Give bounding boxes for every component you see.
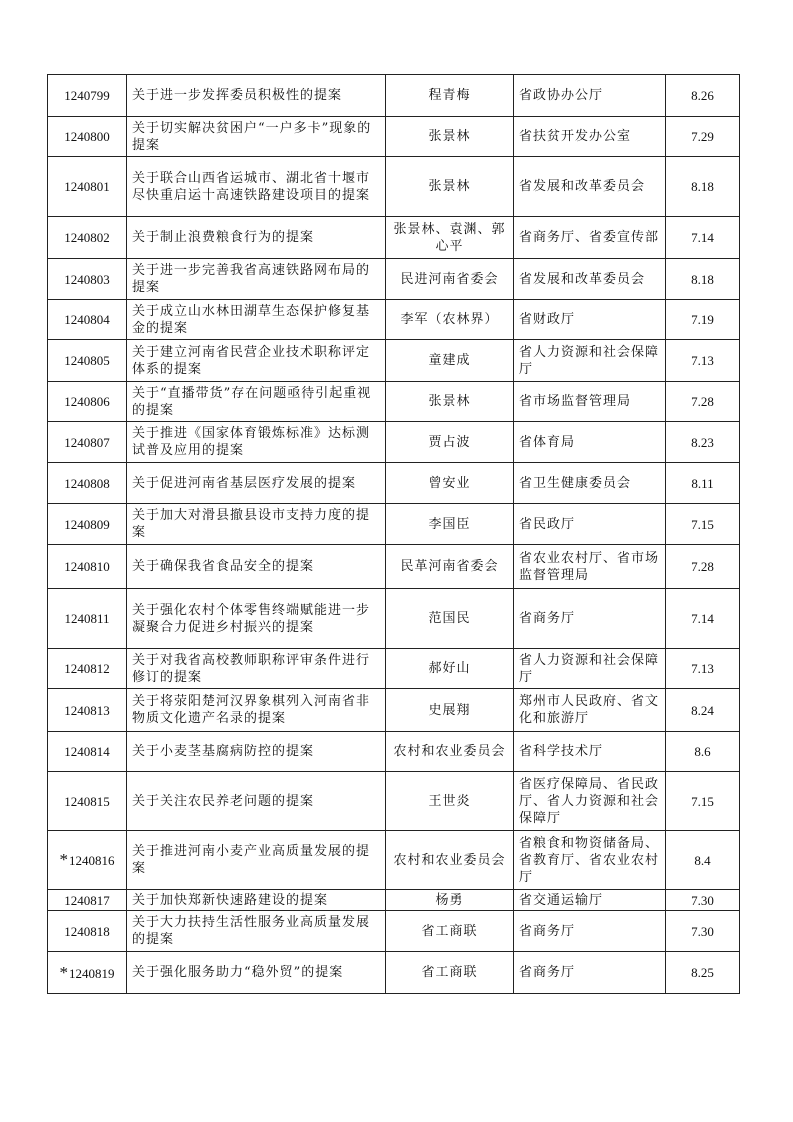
proposal-id: 1240817 — [64, 892, 110, 908]
handling-department-cell — [514, 649, 666, 689]
handling-department: 省体育局 — [519, 434, 576, 450]
proposal-id-cell — [48, 217, 127, 259]
proposer-cell — [386, 217, 514, 259]
proposal-title-cell — [127, 545, 386, 589]
handling-department-cell — [514, 217, 666, 259]
proposer: 杨勇 — [435, 892, 464, 908]
proposal-title-cell — [127, 382, 386, 422]
proposal-id: 1240819 — [69, 965, 115, 981]
proposal-title-cell — [127, 890, 386, 911]
proposal-title: 关于促进河南省基层医疗发展的提案 — [132, 475, 357, 491]
table-row — [48, 217, 740, 259]
proposer-cell — [386, 75, 514, 117]
table-row — [48, 952, 740, 994]
date: 7.14 — [691, 230, 714, 245]
handling-department-cell — [514, 545, 666, 589]
proposer-cell — [386, 732, 514, 772]
proposal-title-cell — [127, 589, 386, 649]
date-cell — [666, 422, 740, 463]
proposal-id: 1240802 — [64, 230, 110, 245]
date: 8.25 — [691, 965, 714, 980]
proposal-id: 1240814 — [64, 744, 110, 759]
date-cell — [666, 300, 740, 340]
handling-department: 省商务厅 — [519, 923, 576, 939]
proposer-cell — [386, 259, 514, 300]
table-row — [48, 300, 740, 340]
proposal-title: 关于制止浪费粮食行为的提案 — [132, 230, 315, 245]
proposal-title-cell — [127, 772, 386, 831]
date-cell — [666, 463, 740, 504]
handling-department: 省农业农村厅、省市场监督管理局 — [519, 550, 660, 583]
proposer: 张景林 — [428, 179, 471, 194]
proposer: 李国臣 — [428, 516, 471, 532]
proposal-title-cell — [127, 463, 386, 504]
handling-department-cell — [514, 422, 666, 463]
handling-department-cell — [514, 952, 666, 994]
date-cell — [666, 545, 740, 589]
proposer: 民进河南省委会 — [400, 271, 499, 287]
proposal-title: 关于强化服务助力“稳外贸”的提案 — [132, 965, 344, 980]
proposal-id-cell — [48, 649, 127, 689]
proposer-cell — [386, 831, 514, 890]
date-cell — [666, 952, 740, 994]
proposal-title: 关于推进河南小麦产业高质量发展的提案 — [132, 844, 371, 876]
proposal-id-cell — [48, 545, 127, 589]
proposal-id-cell — [48, 689, 127, 732]
proposer: 农村和农业委员会 — [393, 852, 506, 868]
date: 7.28 — [691, 559, 714, 574]
handling-department-cell — [514, 689, 666, 732]
date-cell — [666, 831, 740, 890]
proposal-id-cell — [48, 831, 127, 890]
proposal-id-cell — [48, 117, 127, 157]
date-cell — [666, 504, 740, 545]
proposal-id: 1240806 — [64, 394, 110, 409]
date: 7.13 — [691, 661, 714, 676]
proposer: 农村和农业委员会 — [393, 744, 506, 759]
star-mark: * — [59, 850, 68, 869]
handling-department: 郑州市人民政府、省文化和旅游厅 — [519, 694, 660, 726]
handling-department-cell — [514, 259, 666, 300]
proposal-id: 1240818 — [64, 923, 110, 939]
handling-department: 省卫生健康委员会 — [519, 475, 632, 491]
date: 8.18 — [691, 271, 714, 287]
handling-department-cell — [514, 463, 666, 504]
handling-department: 省商务厅 — [519, 965, 576, 980]
table-row — [48, 772, 740, 831]
handling-department: 省交通运输厅 — [519, 892, 604, 908]
proposer-cell — [386, 300, 514, 340]
proposal-title-cell — [127, 732, 386, 772]
handling-department-cell — [514, 504, 666, 545]
date: 7.28 — [691, 394, 714, 409]
date-cell — [666, 589, 740, 649]
proposal-id: 1240813 — [64, 702, 110, 718]
date: 7.19 — [691, 312, 714, 327]
proposer: 省工商联 — [421, 965, 478, 980]
proposal-title-cell — [127, 504, 386, 545]
proposal-title-cell — [127, 911, 386, 952]
proposer-cell — [386, 545, 514, 589]
handling-department: 省人力资源和社会保障厅 — [519, 652, 660, 685]
proposal-title: 关于建立河南省民营企业技术职称评定体系的提案 — [132, 344, 371, 377]
date: 8.4 — [694, 852, 711, 868]
table-row — [48, 157, 740, 217]
proposals-table-body — [48, 75, 740, 994]
proposal-title: 关于进一步发挥委员积极性的提案 — [132, 88, 343, 103]
proposer: 郝好山 — [428, 661, 471, 676]
date-cell — [666, 772, 740, 831]
proposer-cell — [386, 422, 514, 463]
handling-department-cell — [514, 75, 666, 117]
proposal-id: 1240815 — [64, 793, 110, 809]
table-row — [48, 649, 740, 689]
handling-department: 省科学技术厅 — [519, 744, 604, 759]
proposer-cell — [386, 589, 514, 649]
date-cell — [666, 732, 740, 772]
proposal-id: 1240801 — [64, 179, 110, 194]
proposal-id-cell — [48, 504, 127, 545]
proposal-id: 1240816 — [69, 853, 115, 868]
proposal-id-cell — [48, 890, 127, 911]
date-cell — [666, 259, 740, 300]
handling-department-cell — [514, 589, 666, 649]
proposal-id: 1240800 — [64, 129, 110, 144]
proposer-cell — [386, 463, 514, 504]
proposer: 民革河南省委会 — [400, 559, 499, 574]
table-row — [48, 75, 740, 117]
proposal-id: 1240799 — [64, 88, 110, 103]
proposal-title-cell — [127, 217, 386, 259]
proposal-id-cell — [48, 952, 127, 994]
proposer-cell — [386, 382, 514, 422]
proposal-id-cell — [48, 382, 127, 422]
table-row — [48, 545, 740, 589]
proposal-title: 关于“直播带货”存在问题亟待引起重视的提案 — [132, 385, 372, 418]
proposal-id-cell — [48, 340, 127, 382]
proposal-title: 关于推进《国家体育锻炼标准》达标测试普及应用的提案 — [132, 426, 371, 458]
table-row — [48, 382, 740, 422]
star-mark: * — [59, 962, 68, 982]
proposer-cell — [386, 157, 514, 217]
proposal-title: 关于关注农民养老问题的提案 — [132, 793, 315, 809]
proposal-title-cell — [127, 75, 386, 117]
proposal-id: 1240808 — [64, 475, 110, 491]
handling-department: 省发展和改革委员会 — [519, 271, 646, 287]
proposal-id-cell — [48, 732, 127, 772]
date-cell — [666, 340, 740, 382]
proposal-title: 关于大力扶持生活性服务业高质量发展的提案 — [132, 915, 371, 947]
proposal-title: 关于强化农村个体零售终端赋能进一步凝聚合力促进乡村振兴的提案 — [132, 602, 371, 635]
proposal-title-cell — [127, 259, 386, 300]
proposal-id-cell — [48, 75, 127, 117]
date: 8.26 — [691, 88, 714, 103]
proposer-cell — [386, 340, 514, 382]
date: 7.30 — [691, 892, 714, 908]
date-cell — [666, 689, 740, 732]
handling-department-cell — [514, 117, 666, 157]
proposal-title-cell — [127, 689, 386, 732]
date: 7.30 — [691, 923, 714, 939]
date-cell — [666, 75, 740, 117]
date: 8.6 — [694, 744, 711, 759]
handling-department-cell — [514, 732, 666, 772]
proposal-id-cell — [48, 259, 127, 300]
handling-department: 省市场监督管理局 — [519, 394, 632, 409]
proposer-cell — [386, 649, 514, 689]
table-row — [48, 463, 740, 504]
proposal-title-cell — [127, 649, 386, 689]
table-row — [48, 732, 740, 772]
proposal-id: 1240805 — [64, 353, 110, 368]
table-row — [48, 504, 740, 545]
proposer: 王世炎 — [428, 793, 471, 809]
proposer-cell — [386, 952, 514, 994]
proposer: 省工商联 — [421, 923, 478, 939]
table-row — [48, 422, 740, 463]
handling-department: 省财政厅 — [519, 312, 576, 327]
handling-department: 省人力资源和社会保障厅 — [519, 344, 660, 377]
proposals-table — [47, 74, 740, 994]
date: 7.15 — [691, 516, 714, 532]
handling-department: 省扶贫开发办公室 — [519, 129, 632, 144]
table-row — [48, 890, 740, 911]
proposer-cell — [386, 772, 514, 831]
handling-department: 省医疗保障局、省民政厅、省人力资源和社会保障厅 — [519, 776, 660, 826]
table-row — [48, 589, 740, 649]
proposal-id: 1240809 — [64, 516, 110, 532]
proposal-title-cell — [127, 157, 386, 217]
proposal-title: 关于成立山水林田湖草生态保护修复基金的提案 — [132, 303, 371, 336]
date: 7.13 — [691, 353, 714, 368]
proposer: 张景林 — [428, 129, 471, 144]
table-row — [48, 117, 740, 157]
proposer-cell — [386, 911, 514, 952]
proposal-title: 关于对我省高校教师职称评审条件进行修订的提案 — [132, 652, 371, 685]
date: 8.23 — [691, 434, 714, 450]
handling-department: 省民政厅 — [519, 516, 576, 532]
date: 8.18 — [691, 179, 714, 194]
handling-department: 省政协办公厅 — [519, 88, 604, 103]
proposal-title-cell — [127, 831, 386, 890]
proposer: 张景林 — [428, 394, 471, 409]
proposal-title: 关于进一步完善我省高速铁路网布局的提案 — [132, 263, 371, 295]
proposal-title-cell — [127, 340, 386, 382]
proposal-title-cell — [127, 117, 386, 157]
proposal-title: 关于小麦茎基腐病防控的提案 — [132, 744, 315, 759]
table-row — [48, 340, 740, 382]
proposal-title: 关于加快郑新快速路建设的提案 — [132, 892, 329, 908]
handling-department-cell — [514, 772, 666, 831]
date-cell — [666, 649, 740, 689]
date-cell — [666, 890, 740, 911]
proposer-cell — [386, 504, 514, 545]
proposal-id: 1240811 — [64, 611, 110, 626]
date: 8.11 — [691, 475, 714, 491]
table-row — [48, 689, 740, 732]
proposal-id-cell — [48, 911, 127, 952]
proposal-id: 1240804 — [64, 312, 110, 327]
date-cell — [666, 117, 740, 157]
handling-department-cell — [514, 382, 666, 422]
proposer-cell — [386, 890, 514, 911]
date-cell — [666, 382, 740, 422]
table-row — [48, 259, 740, 300]
date: 7.29 — [691, 129, 714, 144]
proposal-id-cell — [48, 589, 127, 649]
proposal-title: 关于切实解决贫困户“一户多卡”现象的提案 — [132, 120, 372, 153]
proposal-id: 1240807 — [64, 434, 110, 450]
proposal-title: 关于联合山西省运城市、湖北省十堰市尽快重启运十高速铁路建设项目的提案 — [132, 170, 371, 203]
handling-department-cell — [514, 157, 666, 217]
handling-department: 省发展和改革委员会 — [519, 179, 646, 194]
handling-department: 省商务厅 — [519, 611, 576, 626]
handling-department-cell — [514, 890, 666, 911]
date-cell — [666, 157, 740, 217]
proposer: 李军（农林界） — [400, 312, 499, 327]
date: 8.24 — [691, 702, 714, 718]
proposal-title: 关于加大对滑县撤县设市支持力度的提案 — [132, 508, 371, 540]
proposal-id-cell — [48, 463, 127, 504]
table-row — [48, 831, 740, 890]
handling-department: 省粮食和物资储备局、省教育厅、省农业农村厅 — [519, 835, 660, 885]
proposal-title: 关于将荥阳楚河汉界象棋列入河南省非物质文化遗产名录的提案 — [132, 694, 371, 726]
proposal-id-cell — [48, 300, 127, 340]
proposal-id: 1240803 — [64, 271, 110, 287]
handling-department-cell — [514, 831, 666, 890]
handling-department-cell — [514, 300, 666, 340]
proposer: 范国民 — [428, 611, 471, 626]
proposal-id-cell — [48, 157, 127, 217]
proposer: 曾安业 — [428, 475, 471, 491]
proposer-cell — [386, 117, 514, 157]
table-row — [48, 911, 740, 952]
proposal-title: 关于确保我省食品安全的提案 — [132, 559, 315, 574]
handling-department: 省商务厅、省委宣传部 — [519, 230, 660, 245]
proposal-title-cell — [127, 422, 386, 463]
proposer: 程青梅 — [428, 88, 471, 103]
proposer: 史展翔 — [428, 702, 471, 718]
proposer: 童建成 — [428, 353, 471, 368]
handling-department-cell — [514, 340, 666, 382]
proposal-title-cell — [127, 952, 386, 994]
proposer-cell — [386, 689, 514, 732]
proposer: 贾占波 — [428, 434, 471, 450]
proposal-title-cell — [127, 300, 386, 340]
proposal-id-cell — [48, 422, 127, 463]
date-cell — [666, 911, 740, 952]
proposer: 张景林、袁渊、郭心平 — [393, 221, 506, 254]
handling-department-cell — [514, 911, 666, 952]
date-cell — [666, 217, 740, 259]
date: 7.15 — [691, 793, 714, 809]
proposal-id: 1240812 — [64, 661, 110, 676]
proposal-id: 1240810 — [64, 559, 110, 574]
proposal-id-cell — [48, 772, 127, 831]
date: 7.14 — [691, 611, 714, 626]
